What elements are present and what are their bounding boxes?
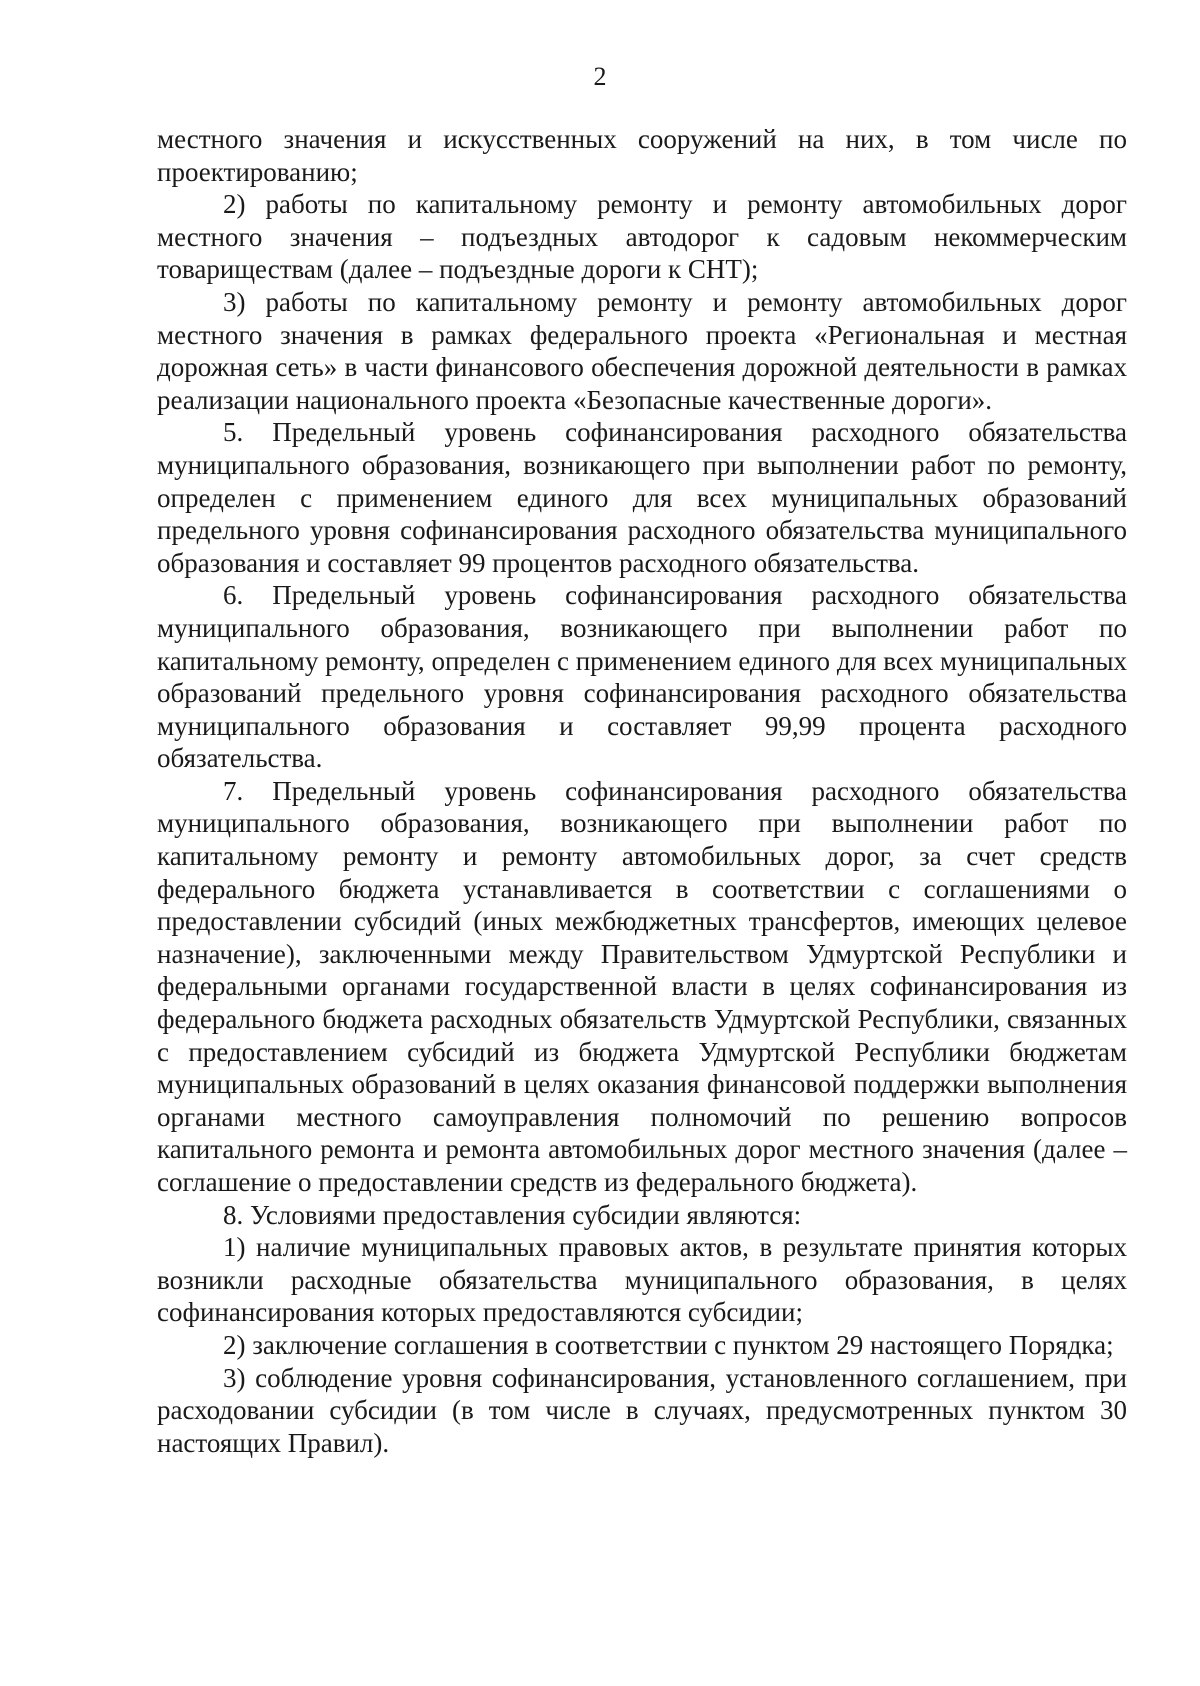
- paragraph-item-3-federal-project: 3) работы по капитальному ремонту и ремонту автомобильных дорог местного значения в рамках федерального проекта «Региональная и местная дорожная сеть» в части финансового обеспечения дорожной деятельности в рамках реализации национального проекта «Безопасные качественные дороги».: [157, 286, 1127, 415]
- page-number: 2: [593, 62, 607, 91]
- paragraph-8-conditions: 8. Условиями предоставления субсидии являются:: [223, 1199, 802, 1230]
- document-body: [157, 123, 1127, 1459]
- paragraph-7-federal-budget: 7. Предельный уровень софинансирования расходного обязательства муниципального образования, возникающего при выполнении работ по капитальному ремонту и ремонту автомобильных дорог, за счет средств федерального бюджета устанавливается в соответствии с соглашениями о предоставлении субсидий (иных межбюджетных трансфертов, имеющих целевое назначение), заключенными между Правительством Удмуртской Республики и федеральными органами государственной власти в целях софинансирования из федерального бюджета расходных обязательств Удмуртской Республики, связанных с предоставлением субсидий из бюджета Удмуртской Республики бюджетам муниципальных образований в целях оказания финансовой поддержки выполнения органами местного самоуправления полномочий по решению вопросов капитального ремонта и ремонта автомобильных дорог местного значения (далее – соглашение о предоставлении средств из федерального бюджета).: [157, 775, 1127, 1197]
- paragraph-8-condition-1: 1) наличие муниципальных правовых актов, в результате принятия которых возникли расходные обязательства муниципального образования, в целях софинансирования которых предоставляются субсидии;: [157, 1232, 1127, 1328]
- paragraph-continuation: местного значения и искусственных сооружений на них, в том числе по проектированию;: [157, 124, 1127, 187]
- paragraph-6-cofinancing-capital-repair: 6. Предельный уровень софинансирования расходного обязательства муниципального образования, возникающего при выполнении работ по капитальному ремонту, определен с применением единого для всех муниципальных образований предельного уровня софинансирования расходного обязательства муниципального образования и составляет 99,99 процента расходного обязательства.: [157, 580, 1127, 774]
- paragraph-5-cofinancing-repair: 5. Предельный уровень софинансирования расходного обязательства муниципального образования, возникающего при выполнении работ по ремонту, определен с применением единого для всех муниципальных образований предельного уровня софинансирования расходного обязательства муниципального образования и составляет 99 процентов расходного обязательства.: [157, 417, 1127, 578]
- paragraph-8-condition-3: 3) соблюдение уровня софинансирования, установленного соглашением, при расходовании субсидии (в том числе в случаях, предусмотренных пунктом 30 настоящих Правил).: [157, 1362, 1127, 1458]
- paragraph-item-2-snt-roads: 2) работы по капитальному ремонту и ремонту автомобильных дорог местного значения – подъездных автодорог к садовым некоммерческим товариществам (далее – подъездные дороги к СНТ);: [157, 189, 1127, 285]
- paragraph-8-condition-2: 2) заключение соглашения в соответствии с пунктом 29 настоящего Порядка;: [223, 1329, 1114, 1360]
